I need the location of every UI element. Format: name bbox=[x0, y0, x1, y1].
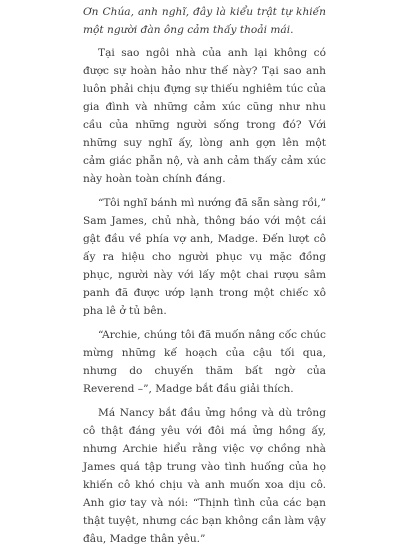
paragraph: Tại sao ngôi nhà của anh lại không có được sự hoàn hảo như thế này? Tại sao anh luôn phải chịu đựng sự thiếu nghiêm túc của gia đình và những cảm xúc cũng như nhu cầu của những người sống trong đó? Với những suy nghĩ ấy, lòng anh gợn lên một cảm giác phẫn nộ, và anh cảm thấy cảm xúc này hoàn toàn chính đáng. bbox=[83, 47, 326, 185]
paragraph: “Archie, chúng tôi đã muốn nâng cốc chúc mừng những kế hoạch của cậu tối qua, nhưng do chuyến thăm bất ngờ của Reverend –”, Madge bắt đầu giải thích. bbox=[83, 329, 326, 395]
paragraph: “Tôi nghĩ bánh mì nướng đã sẵn sàng rồi,” Sam James, chủ nhà, thông báo với một cái gật đầu về phía vợ anh, Madge. Đến lượt cô ấy ra hiệu cho người phục vụ mặc đồng phục, người này với lấy một chai rượu sâm panh đã được ướp lạnh trong một chiếc xô pha lê ở tủ bên. bbox=[83, 197, 326, 317]
paragraph-italic-thought: Ơn Chúa, anh nghĩ, đây là kiểu trật tự khiến một người đàn ông cảm thấy thoải mái. bbox=[83, 6, 326, 36]
text-column bbox=[83, 0, 326, 554]
paragraph: Má Nancy bắt đầu ửng hồng và dù trông cô thật đáng yêu với đôi má ửng hồng ấy, nhưng Archie hiểu rằng việc vợ chồng nhà James quá tập trung vào tình huống của họ khiến cô khó chịu và anh muốn xoa dịu cô. Anh giơ tay và nói: “Thịnh tình của các bạn thật tuyệt, nhưng các bạn không cần làm vậy đâu, Madge thân yêu.” bbox=[83, 407, 326, 545]
